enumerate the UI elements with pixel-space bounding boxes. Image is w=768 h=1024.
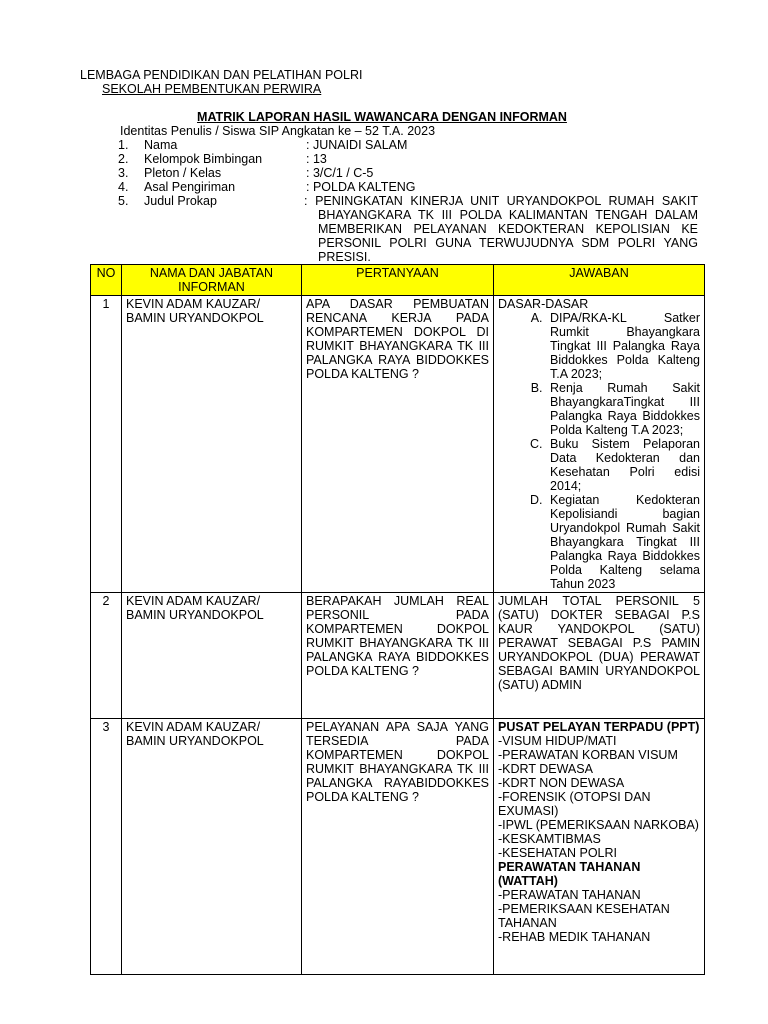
answer-line: -PERAWATAN TAHANAN bbox=[498, 888, 641, 902]
identity-line: Identitas Penulis / Siswa SIP Angkatan ke – 52 T.A. 2023 bbox=[120, 124, 436, 138]
header-question: PERTANYAAN bbox=[302, 265, 494, 296]
info-label: Pleton / Kelas bbox=[144, 166, 222, 180]
row-question: PELAYANAN APA SAJA YANG TERSEDIA PADA KOMPARTEMEN DOKPOL RUMKIT BHAYANGKARA TK III PALANGKA RAYABIDDOKKES POLDA KALTENG ? bbox=[302, 719, 494, 975]
answer-intro: DASAR-DASAR bbox=[498, 297, 589, 311]
answer-line: -REHAB MEDIK TAHANAN bbox=[498, 930, 651, 944]
row-answer: JUMLAH TOTAL PERSONIL 5 (SATU) DOKTER SEBAGAI P.S KAUR YANDOKPOL (SATU) PERAWAT SEBAGAI P.S PAMIN URYANDOKPOL (DUA) PERAWAT SEBAGAI BAMIN URYANDOKPOL (SATU) ADMIN bbox=[494, 593, 705, 719]
row-informant: KEVIN ADAM KAUZAR/ BAMIN URYANDOKPOL bbox=[122, 296, 302, 593]
answer-line: -FORENSIK (OTOPSI DAN EXUMASI) bbox=[498, 790, 651, 818]
info-value: : 3/C/1 / C-5 bbox=[306, 166, 374, 180]
answer-section-wattah: PERAWATAN TAHANAN (WATTAH) bbox=[498, 860, 641, 888]
row-no: 1 bbox=[91, 296, 122, 593]
info-value: : 13 bbox=[306, 152, 327, 166]
prokap-first-line: : PENINGKATAN KINERJA UNIT URYANDOKPOL RUMAH SAKIT bbox=[304, 194, 698, 208]
row-answer bbox=[494, 296, 705, 593]
answer-list-item: B. Renja Rumah Sakit BhayangkaraTingkat III Palangka Raya Biddokkes Polda Kalteng T.A 2023; bbox=[546, 381, 700, 437]
document-title-text: MATRIK LAPORAN HASIL WAWANCARA DENGAN INFORMAN bbox=[197, 110, 567, 124]
info-label: Asal Pengiriman bbox=[144, 180, 236, 194]
answer-list-item: C. Buku Sistem Pelaporan Data Kedokteran dan Kesehatan Polri edisi 2014; bbox=[546, 437, 700, 493]
answer-line: -PERAWATAN KORBAN VISUM bbox=[498, 748, 678, 762]
answer-section-ppt: PUSAT PELAYAN TERPADU (PPT) bbox=[498, 720, 700, 734]
info-num: 5. bbox=[118, 194, 129, 208]
info-label: Nama bbox=[144, 138, 178, 152]
institution-name: LEMBAGA PENDIDIKAN DAN PELATIHAN POLRI bbox=[80, 68, 363, 82]
answer-line: -KESEHATAN POLRI bbox=[498, 846, 618, 860]
answer-line: -VISUM HIDUP/MATI bbox=[498, 734, 617, 748]
answer-list-item: D. Kegiatan Kedokteran Kepolisiandi bagian Uryandokpol Rumah Sakit Bhayangkara Tingkat III Palangka Raya Biddokkes Polda Kalteng selama Tahun 2023 bbox=[546, 493, 700, 591]
row-no: 3 bbox=[91, 719, 122, 975]
answer-line: -PEMERIKSAAN KESEHATAN TAHANAN bbox=[498, 902, 670, 930]
info-label: Judul Prokap bbox=[144, 194, 217, 208]
answer-list bbox=[498, 311, 700, 591]
row-question: APA DASAR PEMBUATAN RENCANA KERJA PADA KOMPARTEMEN DOKPOL DI RUMKIT BHAYANGKARA TK III PALANGKA RAYA BIDDOKKES POLDA KALTENG ? bbox=[302, 296, 494, 593]
document-title bbox=[0, 110, 768, 124]
row-informant: KEVIN ADAM KAUZAR/ BAMIN URYANDOKPOL bbox=[122, 719, 302, 975]
info-row-name bbox=[118, 138, 708, 152]
interview-matrix-table bbox=[90, 264, 705, 975]
row-question: BERAPAKAH JUMLAH REAL PERSONIL PADA KOMPARTEMEN DOKPOL RUMKIT BHAYANGKARA TK III PALANGKA RAYA BIDDOKKES POLDA KALTENG ? bbox=[302, 593, 494, 719]
school-name: SEKOLAH PEMBENTUKAN PERWIRA bbox=[102, 82, 322, 96]
info-row-origin bbox=[118, 180, 708, 194]
row-no: 2 bbox=[91, 593, 122, 719]
header-answer: JAWABAN bbox=[494, 265, 705, 296]
answer-line: -KDRT DEWASA bbox=[498, 762, 593, 776]
answer-line: -KESKAMTIBMAS bbox=[498, 832, 601, 846]
answer-line: -KDRT NON DEWASA bbox=[498, 776, 625, 790]
info-num: 3. bbox=[118, 166, 129, 180]
answer-line: -IPWL (PEMERIKSAAN NARKOBA) bbox=[498, 818, 699, 832]
info-value: : JUNAIDI SALAM bbox=[306, 138, 408, 152]
info-label: Kelompok Bimbingan bbox=[144, 152, 263, 166]
table-row bbox=[91, 296, 705, 593]
info-num: 4. bbox=[118, 180, 129, 194]
header-name: NAMA DAN JABATAN INFORMAN bbox=[122, 265, 302, 296]
prokap-title bbox=[304, 194, 698, 264]
header-no: NO bbox=[91, 265, 122, 296]
institution-header bbox=[80, 68, 362, 96]
info-num: 1. bbox=[118, 138, 129, 152]
info-row-class bbox=[118, 166, 708, 180]
info-value: : POLDA KALTENG bbox=[306, 180, 416, 194]
table-header-row bbox=[91, 265, 705, 296]
info-row-group bbox=[118, 152, 708, 166]
table-row bbox=[91, 593, 705, 719]
table-row bbox=[91, 719, 705, 975]
row-answer bbox=[494, 719, 705, 975]
prokap-rest: BHAYANGKARA TK III POLDA KALIMANTAN TENGAH DALAM MEMBERIKAN PELAYANAN KEDOKTERAN KEPOLISIAN KE PERSONIL POLRI GUNA TERWUJUDNYA SDM POLRI YANG PRESISI. bbox=[318, 208, 698, 264]
answer-list-item: A. DIPA/RKA-KL Satker Rumkit Bhayangkara Tingkat III Palangka Raya Biddokkes Polda Kalteng T.A 2023; bbox=[546, 311, 700, 381]
info-num: 2. bbox=[118, 152, 129, 166]
row-informant: KEVIN ADAM KAUZAR/ BAMIN URYANDOKPOL bbox=[122, 593, 302, 719]
